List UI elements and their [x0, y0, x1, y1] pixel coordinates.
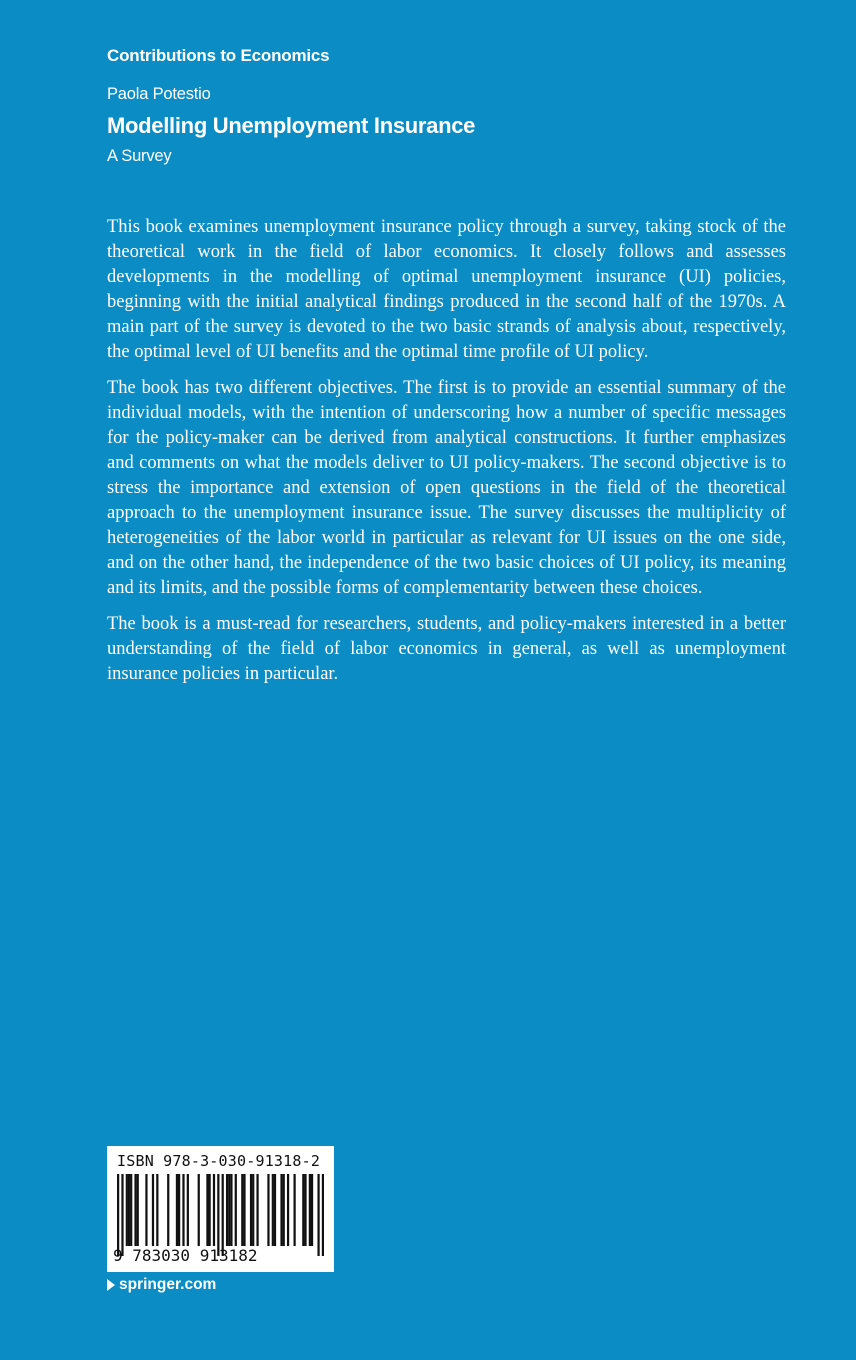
book-subtitle: A Survey [107, 147, 172, 165]
barcode-bar [137, 1174, 139, 1246]
series-name: Contributions to Economics [107, 46, 330, 65]
barcode-bar [293, 1174, 295, 1246]
barcode-bar [198, 1174, 200, 1246]
barcode-bar [283, 1174, 285, 1246]
barcode-bar [302, 1174, 304, 1246]
barcode-bar [226, 1174, 228, 1246]
barcode-bar [230, 1174, 232, 1246]
barcode-bar [309, 1174, 311, 1246]
barcode-bar [235, 1174, 237, 1246]
barcode-bar [134, 1174, 136, 1246]
barcode-bar [178, 1174, 180, 1246]
barcode-bar [217, 1174, 219, 1256]
barcode-bar [128, 1174, 130, 1246]
barcode-bar [152, 1174, 154, 1246]
barcode-bar [182, 1174, 184, 1246]
barcode-bar [317, 1174, 319, 1256]
barcode-bar [243, 1174, 245, 1246]
barcode-bar [176, 1174, 178, 1246]
barcode-bar [241, 1174, 243, 1246]
barcode-bar [206, 1174, 208, 1246]
blurb-paragraph: This book examines unemployment insurance policy through a survey, taking stock of the theoretical work in the field of labor economics. It closely follows and assesses developments in the modelling of optimal unemployment insurance (UI) policies, beginning with the initial analytical findings produced in the second half of the 1970s. A main part of the survey is devoted to the two basic strands of analysis about, respectively, the optimal level of UI benefits and the optimal time profile of UI policy. [107, 217, 786, 362]
author-name: Paola Potestio [107, 85, 211, 103]
barcode-bar [213, 1174, 215, 1246]
barcode-bar [222, 1174, 224, 1256]
barcode-bar [322, 1174, 324, 1256]
barcode-icon [117, 1174, 324, 1256]
barcode-bar [145, 1174, 147, 1246]
barcode-bar [252, 1174, 254, 1246]
barcode-bar [209, 1174, 211, 1246]
barcode-bar [274, 1174, 276, 1246]
barcode-digits: 9 783030 913182 [113, 1246, 258, 1265]
barcode-bar [187, 1174, 189, 1246]
barcode-bar [126, 1174, 128, 1246]
triangle-arrow-icon [107, 1279, 115, 1291]
isbn-label: ISBN 978-3-030-91318-2 [117, 1152, 321, 1170]
barcode-bar [156, 1174, 158, 1246]
isbn-barcode [107, 1146, 334, 1272]
book-title: Modelling Unemployment Insurance [107, 113, 476, 138]
publisher-link[interactable] [107, 1276, 216, 1294]
barcode-bar [267, 1174, 269, 1246]
barcode-bar [272, 1174, 274, 1246]
publisher-url: springer.com [119, 1276, 217, 1293]
barcode-bar [256, 1174, 258, 1246]
barcode-bar [250, 1174, 252, 1246]
barcode-bar [228, 1174, 230, 1246]
barcode-bar [311, 1174, 313, 1246]
blurb-paragraph: The book has two different objectives. The first is to provide an essential summary of the individual models, with the intention of underscoring how a number of specific messages for the policy-maker can be derived from analytical constructions. It further emphasizes and comments on what the models deliver to UI policy-makers. The second objective is to stress the importance and extension of open questions in the field of the theoretical approach to the unemployment insurance issue. The survey discusses the multiplicity of heterogeneities of the labor world in particular as relevant for UI issues on the one side, and on the other hand, the independence of the two basic choices of UI policy, its meaning and its limits, and the possible forms of complementarity between these choices. [107, 378, 786, 598]
barcode-bar [117, 1174, 119, 1256]
barcode-bar [121, 1174, 123, 1256]
blurb [107, 215, 786, 698]
barcode-bar [287, 1174, 289, 1246]
barcode-bar [304, 1174, 306, 1246]
barcode-bar [280, 1174, 282, 1246]
blurb-paragraph: The book is a must-read for researchers, students, and policy-makers interested in a better understanding of the field of labor economics in general, as well as unemployment insurance policies in particular. [107, 614, 786, 684]
barcode-bar [167, 1174, 169, 1246]
barcode-bar [130, 1174, 132, 1246]
